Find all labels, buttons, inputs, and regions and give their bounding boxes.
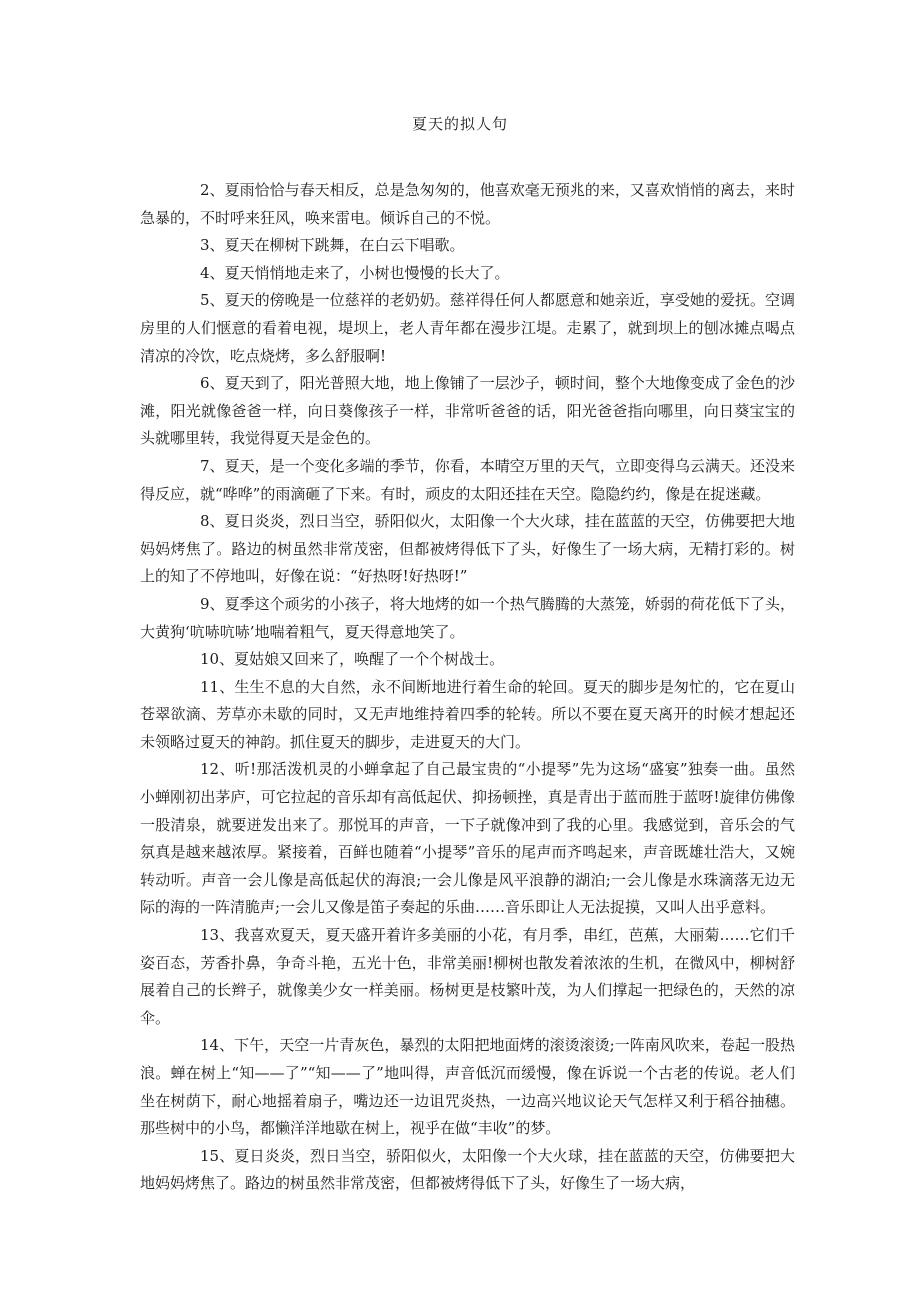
paragraph: 5、夏天的傍晚是一位慈祥的老奶奶。慈祥得任何人都愿意和她亲近，享受她的爱抚。空调房里的人们惬意的看着电视，堤坝上，老人青年都在漫步江堤。走累了，就到坝上的刨冰摊点喝点清凉的冷饮，吃点烧烤，多么舒服啊! — [140, 291, 795, 365]
paragraph: 6、夏天到了，阳光普照大地，地上像铺了一层沙子，顿时间，整个大地像变成了金色的沙滩，阳光就像爸爸一样，向日葵像孩子一样，非常听爸爸的话，阳光爸爸指向哪里，向日葵宝宝的头就哪里转，我觉得夏天是金色的。 — [140, 374, 795, 448]
paragraph: 3、夏天在柳树下跳舞，在白云下唱歌。 — [200, 236, 465, 255]
paragraph: 13、我喜欢夏天，夏天盛开着许多美丽的小花，有月季，串红，芭蕉，大丽菊……它们千姿百态，芳香扑鼻，争奇斗艳，五光十色，非常美丽!柳树也散发着浓浓的生机，在微风中，柳树舒展着自己的长辫子，就像美少女一样美丽。杨树更是枝繁叶茂，为人们撑起一把绿色的，天然的凉伞。 — [140, 926, 795, 1027]
paragraph: 9、夏季这个顽劣的小孩子，将大地烤的如一个热气腾腾的大蒸笼，娇弱的荷花低下了头，大黄狗‘吭哧吭哧’地喘着粗气，夏天得意地笑了。 — [140, 594, 795, 641]
document-body — [140, 177, 795, 1198]
paragraph: 7、夏天，是一个变化多端的季节，你看，本晴空万里的天气，立即变得乌云满天。还没来得反应，就“哗哗”的雨滴砸了下来。有时，顽皮的太阳还挂在天空。隐隐约约，像是在捉迷藏。 — [140, 456, 795, 503]
paragraph: 11、生生不息的大自然，永不间断地进行着生命的轮回。夏天的脚步是匆忙的，它在夏山苍翠欲滴、芳草亦未歇的同时，又无声地维持着四季的轮转。所以不要在夏天离开的时候才想起还未领略过夏天的神韵。抓住夏天的脚步，走进夏天的大门。 — [140, 677, 795, 751]
paragraph: 10、夏姑娘又回来了，唤醒了一个个树战士。 — [200, 650, 505, 669]
paragraph: 2、夏雨恰恰与春天相反，总是急匆匆的，他喜欢毫无预兆的来，又喜欢悄悄的离去，来时急暴的，不时呼来狂风，唤来雷电。倾诉自己的不悦。 — [140, 181, 795, 227]
paragraph: 14、下午，天空一片青灰色，暴烈的太阳把地面烤的滚烫滚烫;一阵南风吹来，卷起一股热浪。蝉在树上“知——了”“知——了”地叫得，声音低沉而缓慢，像在诉说一个古老的传说。老人们坐在树荫下，耐心地摇着扇子，嘴边还一边诅咒炎热，一边高兴地议论天气怎样又利于稻谷抽穗。那些树中的小鸟，都懒洋洋地歇在树上，视乎在做“丰收”的梦。 — [140, 1036, 795, 1138]
paragraph: 12、听!那活泼机灵的小蝉拿起了自己最宝贵的“小提琴”先为这场“盛宴”独奏一曲。虽然小蝉刚初出茅庐，可它拉起的音乐却有高低起伏、抑扬顿挫，真是青出于蓝而胜于蓝呀!旋律仿佛像一股清泉，就要迸发出来了。那悦耳的声音，一下子就像冲到了我的心里。我感觉到，音乐会的气氛真是越来越浓厚。紧接着，百鲜也随着“小提琴”音乐的尾声而齐鸣起来，声音既雄壮浩大，又婉转动听。声音一会儿像是高低起伏的海浪;一会儿像是风平浪静的湖泊;一会儿像是水珠滴落无边无际的海的一阵清脆声;一会儿又像是笛子奏起的乐曲……音乐即让人无法捉摸，又叫人出乎意料。 — [140, 760, 795, 917]
paragraph: 15、夏日炎炎，烈日当空，骄阳似火，太阳像一个大火球，挂在蓝蓝的天空，仿佛要把大地妈妈烤焦了。路边的树虽然非常茂密，但都被烤得低下了头，好像生了一场大病， — [140, 1146, 795, 1193]
page-title: 夏天的拟人句 — [411, 115, 508, 133]
paragraph: 8、夏日炎炎，烈日当空，骄阳似火，太阳像一个大火球，挂在蓝蓝的天空，仿佛要把大地妈妈烤焦了。路边的树虽然非常茂密，但都被烤得低下了头，好像生了一场大病，无精打彩的。树上的知了不停地叫，好像在说：“好热呀!好热呀!” — [140, 512, 795, 586]
paragraph: 4、夏天悄悄地走来了，小树也慢慢的长大了。 — [200, 263, 510, 282]
